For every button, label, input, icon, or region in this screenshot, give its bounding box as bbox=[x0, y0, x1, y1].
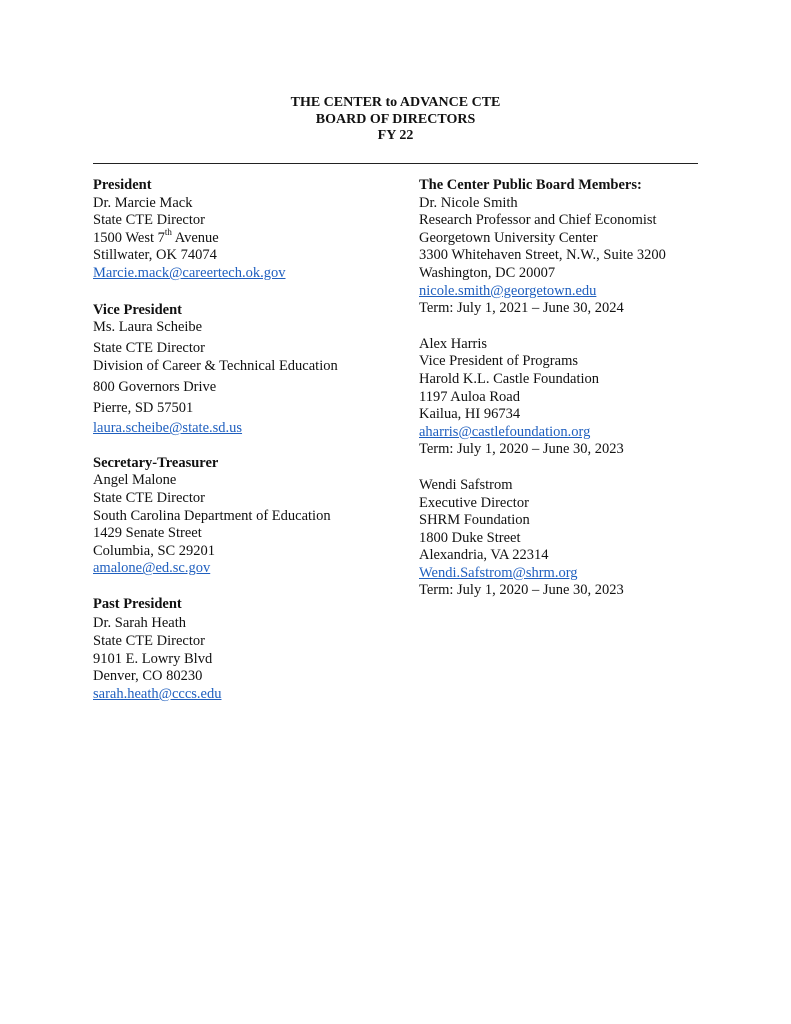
secretary-treasurer-title: State CTE Director bbox=[93, 489, 205, 506]
vice-president-title: State CTE Director bbox=[93, 339, 205, 356]
past-president-name: Dr. Sarah Heath bbox=[93, 615, 187, 632]
vice-president-name: Ms. Laura Scheibe bbox=[93, 319, 203, 336]
secretary-treasurer-city: Columbia, SC 29201 bbox=[93, 542, 216, 559]
president-street-name: Avenue bbox=[171, 229, 219, 246]
header-divider bbox=[93, 163, 698, 164]
past-president-block bbox=[93, 596, 403, 704]
past-president-email-link[interactable]: sarah.heath@cccs.edu bbox=[93, 685, 222, 702]
member-city: Kailua, HI 96734 bbox=[419, 406, 521, 423]
member-term: Term: July 1, 2020 – June 30, 2023 bbox=[419, 582, 624, 599]
member-block bbox=[419, 336, 719, 459]
member-email-link[interactable]: aharris@castlefoundation.org bbox=[419, 423, 591, 440]
member-term: Term: July 1, 2020 – June 30, 2023 bbox=[419, 441, 624, 458]
secretary-treasurer-org: South Carolina Department of Education bbox=[93, 507, 331, 524]
member-street: 3300 Whitehaven Street, N.W., Suite 3200 bbox=[419, 247, 666, 264]
secretary-treasurer-block bbox=[93, 455, 403, 578]
vice-president-email-link[interactable]: laura.scheibe@state.sd.us bbox=[93, 420, 243, 437]
past-president-title: State CTE Director bbox=[93, 633, 205, 650]
president-heading: President bbox=[93, 177, 152, 193]
secretary-treasurer-street: 1429 Senate Street bbox=[93, 525, 202, 542]
member-city: Washington, DC 20007 bbox=[419, 264, 556, 281]
member-email-link[interactable]: Wendi.Safstrom@shrm.org bbox=[419, 564, 578, 581]
public-members-column bbox=[419, 177, 719, 600]
member-block bbox=[419, 195, 719, 318]
president-street-number: 1500 West 7 bbox=[93, 229, 165, 246]
member-org: SHRM Foundation bbox=[419, 512, 530, 529]
member-email-link[interactable]: nicole.smith@georgetown.edu bbox=[419, 282, 597, 299]
officers-column bbox=[93, 177, 403, 703]
president-email-link[interactable]: Marcie.mack@careertech.ok.gov bbox=[93, 264, 286, 281]
president-street-ordinal: th bbox=[164, 226, 172, 237]
past-president-heading: Past President bbox=[93, 595, 182, 612]
president-block bbox=[93, 177, 403, 283]
public-members-heading: The Center Public Board Members: bbox=[419, 177, 642, 193]
secretary-treasurer-heading: Secretary-Treasurer bbox=[93, 454, 219, 471]
member-city: Alexandria, VA 22314 bbox=[419, 547, 549, 564]
title-line-board: BOARD OF DIRECTORS bbox=[315, 111, 476, 127]
president-name: Dr. Marcie Mack bbox=[93, 194, 193, 211]
vice-president-org: Division of Career & Technical Education bbox=[93, 358, 338, 375]
member-title: Executive Director bbox=[419, 494, 529, 511]
member-street: 1800 Duke Street bbox=[419, 529, 521, 546]
secretary-treasurer-name: Angel Malone bbox=[93, 472, 177, 489]
vice-president-street: 800 Governors Drive bbox=[93, 378, 217, 395]
member-org: Georgetown University Center bbox=[419, 229, 598, 246]
president-title: State CTE Director bbox=[93, 212, 205, 229]
member-title: Research Professor and Chief Economist bbox=[419, 212, 657, 229]
president-street bbox=[93, 226, 403, 248]
past-president-city: Denver, CO 80230 bbox=[93, 668, 203, 685]
member-block bbox=[419, 477, 719, 600]
member-title: Vice President of Programs bbox=[419, 353, 578, 370]
member-term: Term: July 1, 2021 – June 30, 2024 bbox=[419, 300, 624, 317]
vice-president-heading: Vice President bbox=[93, 301, 182, 318]
member-street: 1197 Auloa Road bbox=[419, 388, 520, 405]
document-title bbox=[0, 95, 791, 145]
title-line-fiscal-year: FY 22 bbox=[377, 128, 414, 143]
title-line-organization: THE CENTER to ADVANCE CTE bbox=[290, 95, 501, 110]
vice-president-block bbox=[93, 302, 403, 438]
member-org: Harold K.L. Castle Foundation bbox=[419, 370, 600, 387]
member-name: Dr. Nicole Smith bbox=[419, 194, 518, 211]
past-president-street: 9101 E. Lowry Blvd bbox=[93, 650, 213, 667]
vice-president-city: Pierre, SD 57501 bbox=[93, 399, 194, 416]
member-name: Wendi Safstrom bbox=[419, 476, 513, 493]
president-city: Stillwater, OK 74074 bbox=[93, 247, 217, 264]
member-name: Alex Harris bbox=[419, 335, 488, 352]
secretary-treasurer-email-link[interactable]: amalone@ed.sc.gov bbox=[93, 560, 211, 577]
